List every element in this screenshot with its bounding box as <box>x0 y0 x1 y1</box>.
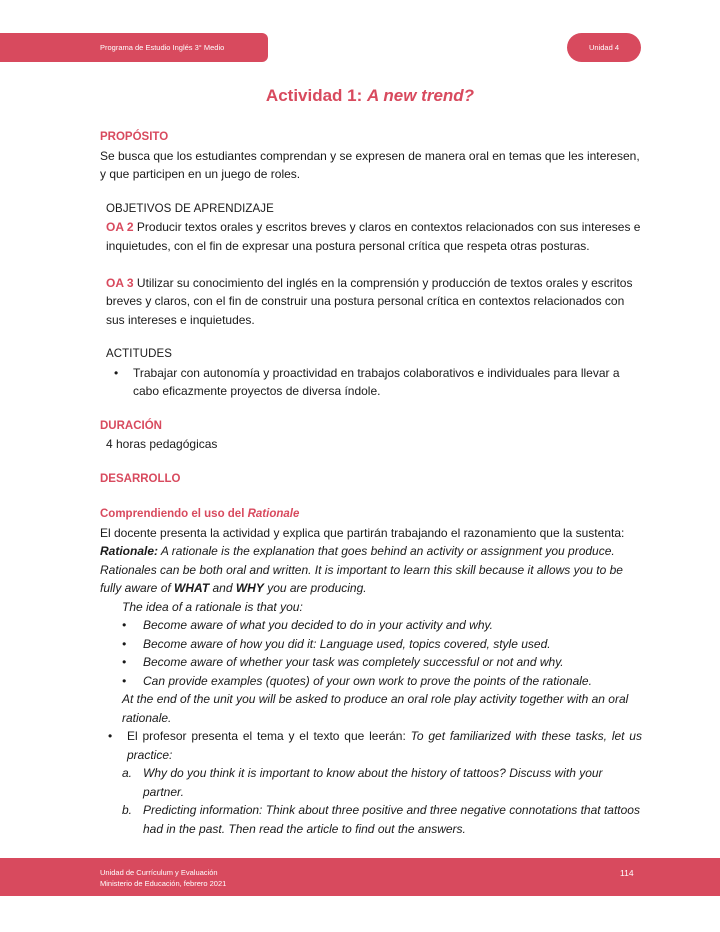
rationale-what: WHAT <box>174 581 210 595</box>
teacher-italic: To get familiarized with these tasks, let us practice: <box>127 729 642 762</box>
header-unit-badge <box>567 33 641 62</box>
desarrollo-heading: DESARROLLO <box>100 472 181 485</box>
header-unit-text: Unidad 4 <box>588 43 620 52</box>
question-text: Why do you think it is important to know about the history of tattoos? Discuss with your partner. <box>143 766 603 799</box>
idea-item: • Become aware of how you did it: Language used, topics covered, style used. <box>122 635 642 654</box>
idea-item: • Become aware of what you decided to do in your activity and why. <box>122 616 642 635</box>
title-italic: A new trend? <box>367 86 475 105</box>
oa-code: OA 2 <box>106 220 134 234</box>
title-prefix: Actividad 1: <box>265 86 363 105</box>
question-item <box>122 764 642 801</box>
idea-intro: The idea of a rationale is that you: <box>122 599 303 614</box>
rationale-why: WHY <box>235 581 264 595</box>
rationale-paragraph <box>100 542 642 598</box>
question-marker: b. <box>122 803 133 817</box>
teacher-list <box>100 727 642 764</box>
duracion-heading: DURACIÓN <box>100 419 162 432</box>
footer-line-1: Unidad de Currículum y Evaluación <box>100 868 218 877</box>
rationale-and: and <box>209 581 236 595</box>
oa-text: Producir textos orales y escritos breves y claros en contextos relacionados con sus intereses e inquietudes, con el fin de expresar una postura personal crítica que respeta otras posturas. <box>106 220 641 253</box>
teacher-item <box>100 727 642 764</box>
desarrollo-subheading <box>100 505 642 524</box>
subheading-text: Comprendiendo el uso del <box>100 508 248 520</box>
oa-text: Utilizar su conocimiento del inglés en la comprensión y producción de textos orales y escritos breves y claros, con el fin de construir una postura personal crítica en contextos relacionados con sus intereses e inquietudes. <box>106 275 633 327</box>
page-title <box>0 86 720 106</box>
main-content <box>100 128 642 838</box>
footer-line-2: Ministerio de Educación, febrero 2021 <box>100 879 227 888</box>
actitudes-item: • Trabajar con autonomía y proactividad en trabajos colaborativos e individuales para llevar a cabo eficazmente proyectos de diversa índole. <box>106 364 642 401</box>
proposito-text: Se busca que los estudiantes comprendan y se expresen de manera oral en temas que les interesen, y que participen en un juego de roles. <box>100 148 640 181</box>
question-item <box>122 801 642 838</box>
teacher-text: El profesor presenta el tema y el texto que leerán: <box>127 729 411 743</box>
duracion-text: 4 horas pedagógicas <box>106 437 218 451</box>
end-note: At the end of the unit you will be asked to produce an oral role play activity together with an oral rationale. <box>122 692 629 725</box>
desarrollo-intro: El docente presenta la actividad y explica que partirán trabajando el razonamiento que la sustenta: <box>100 525 625 540</box>
idea-item: • Become aware of whether your task was completely successful or not and why. <box>122 653 642 672</box>
rationale-text-1: A rationale is the explanation that goes behind an activity or assignment you produce. Rationales can be both oral and written. It is important to learn this skill because it allows you to be fully aware of <box>100 544 623 595</box>
rationale-label: Rationale: <box>100 544 159 558</box>
page-number: 114 <box>620 868 634 878</box>
proposito-heading: PROPÓSITO <box>100 131 169 143</box>
question-marker: a. <box>122 766 133 780</box>
actitudes-list <box>106 364 642 401</box>
questions-list <box>122 764 642 838</box>
oa-item <box>106 274 642 330</box>
subheading-italic: Rationale <box>247 508 300 520</box>
objetivos-heading: OBJETIVOS DE APRENDIZAJE <box>106 202 274 215</box>
header-program-text: Programa de Estudio Inglés 3° Medio <box>100 43 225 52</box>
page-footer <box>0 858 720 896</box>
idea-item: • Can provide examples (quotes) of your own work to prove the points of the rationale. <box>122 672 642 691</box>
idea-list <box>122 616 642 690</box>
header-program-tab <box>0 33 268 62</box>
rationale-text-2: you are producing. <box>263 581 367 595</box>
question-text: Predicting information: Think about three positive and three negative connotations that tattoos had in the past. Then read the article to find out the answers. <box>143 803 640 836</box>
actitudes-heading: ACTITUDES <box>106 348 173 360</box>
oa-code: OA 3 <box>106 275 134 290</box>
oa-item <box>106 218 642 255</box>
